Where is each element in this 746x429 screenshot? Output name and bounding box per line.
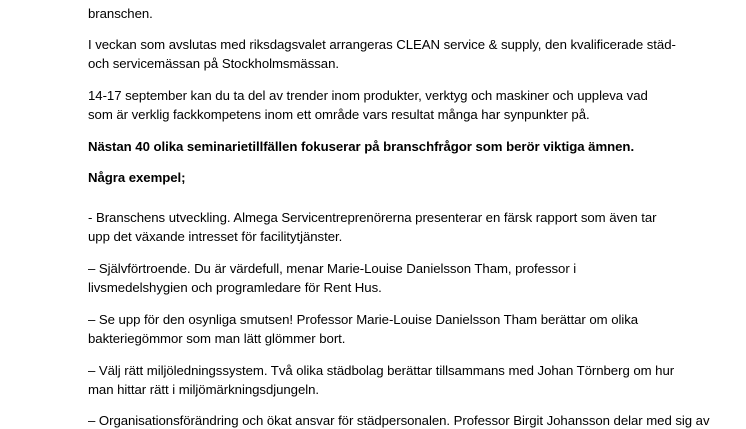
list-item-sjalvfortroende-line-2: livsmedelshygien och programledare för Rent Hus. — [88, 280, 382, 295]
paragraph-examples-heading: Några exempel; — [88, 170, 186, 185]
list-item-branschens-line-2: upp det växande intresset för facilitytjänster. — [88, 229, 343, 244]
list-item-smutsen-line-2: bakteriegömmor som man lätt glömmer bort. — [88, 331, 346, 346]
list-item-sjalvfortroende-line-1: – Självförtroende. Du är värdefull, menar Marie-Louise Danielsson Tham, professor i — [88, 261, 577, 276]
paragraph-dates-line-1: 14-17 september kan du ta del av trender inom produkter, verktyg och maskiner och uppleva vad — [88, 88, 648, 103]
list-item-organisation-line-1: – Organisationsförändring och ökat ansvar för städpersonalen. Professor Birgit Johansson delar med sig av — [88, 413, 710, 428]
list-item-miljo-line-2: man hittar rätt i miljömärkningsdjungeln. — [88, 382, 320, 397]
paragraph-intro-tail: branschen. — [88, 6, 153, 21]
list-item-branschens-line-1: - Branschens utveckling. Almega Servicentreprenörerna presenterar en färsk rapport som även tar — [88, 210, 657, 225]
paragraph-seminars-bold: Nästan 40 olika seminarietillfällen fokuserar på branschfrågor som berör viktiga ämnen. — [88, 139, 635, 154]
list-item-miljo-line-1: – Välj rätt miljöledningssystem. Två olika städbolag berättar tillsammans med Johan Törnberg om hur — [88, 363, 675, 378]
paragraph-clean-line-1: I veckan som avslutas med riksdagsvalet arrangeras CLEAN service & supply, den kvalificerade städ- — [88, 37, 676, 52]
list-item-smutsen-line-1: – Se upp för den osynliga smutsen! Professor Marie-Louise Danielsson Tham berättar om olika — [88, 312, 639, 327]
paragraph-dates-line-2: som är verklig fackkompetens inom ett område vars resultat många har synpunkter på. — [88, 107, 590, 122]
paragraph-clean-line-2: och servicemässan på Stockholmsmässan. — [88, 56, 339, 71]
